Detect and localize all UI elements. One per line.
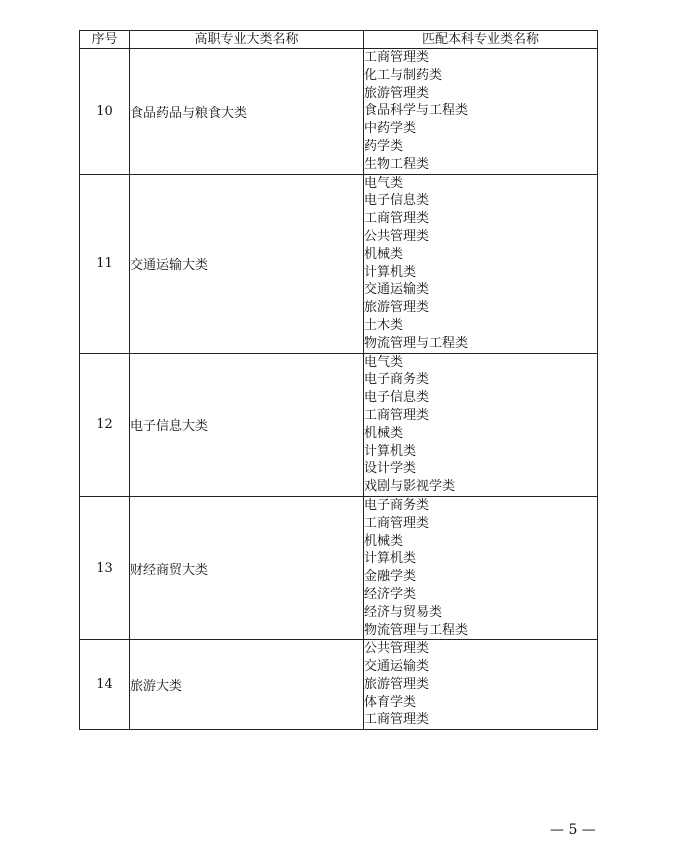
major-item: 电子商务类 xyxy=(364,497,430,513)
row-seq: 12 xyxy=(80,353,130,496)
major-item: 设计学类 xyxy=(364,461,417,477)
table-row xyxy=(80,640,598,730)
major-item: 物流管理与工程类 xyxy=(364,622,469,638)
row-seq: 10 xyxy=(80,49,130,175)
row-undergraduate-majors xyxy=(364,174,598,353)
row-seq: 11 xyxy=(80,174,130,353)
row-undergraduate-majors xyxy=(364,49,598,175)
major-item: 电气类 xyxy=(364,175,404,191)
major-item: 电气类 xyxy=(364,354,404,370)
major-item: 旅游管理类 xyxy=(364,300,430,316)
header-seq: 序号 xyxy=(80,31,130,49)
row-undergraduate-majors xyxy=(364,496,598,639)
row-vocational-category: 电子信息大类 xyxy=(130,353,364,496)
major-item: 工商管理类 xyxy=(364,712,430,728)
major-item: 电子商务类 xyxy=(364,372,430,388)
table-row xyxy=(80,49,598,175)
major-item: 机械类 xyxy=(364,246,404,262)
major-item: 工商管理类 xyxy=(364,50,430,65)
major-item: 中药学类 xyxy=(364,121,417,137)
major-item: 交通运输类 xyxy=(364,282,430,298)
major-item: 戏剧与影视学类 xyxy=(364,479,456,495)
major-item: 公共管理类 xyxy=(364,228,430,244)
major-item: 工商管理类 xyxy=(364,407,430,423)
table-row xyxy=(80,174,598,353)
major-item: 工商管理类 xyxy=(364,515,430,531)
row-seq: 14 xyxy=(80,640,130,730)
major-item: 经济学类 xyxy=(364,586,417,602)
major-item: 旅游管理类 xyxy=(364,676,430,692)
major-item: 计算机类 xyxy=(364,443,417,459)
major-item: 旅游管理类 xyxy=(364,85,430,101)
header-undergraduate-category: 匹配本科专业类名称 xyxy=(364,31,598,49)
major-item: 经济与贸易类 xyxy=(364,604,443,620)
major-item: 药学类 xyxy=(364,138,404,154)
table-row xyxy=(80,353,598,496)
major-item: 公共管理类 xyxy=(364,641,430,657)
major-item: 土木类 xyxy=(364,317,404,333)
major-item: 计算机类 xyxy=(364,551,417,567)
major-item: 物流管理与工程类 xyxy=(364,335,469,351)
major-item: 工商管理类 xyxy=(364,211,430,227)
major-item: 金融学类 xyxy=(364,569,417,585)
major-matching-table xyxy=(79,30,598,730)
row-seq: 13 xyxy=(80,496,130,639)
major-item: 电子信息类 xyxy=(364,193,430,209)
table-row xyxy=(80,496,598,639)
major-item: 机械类 xyxy=(364,533,404,549)
page-number: — 5 — xyxy=(550,822,596,838)
row-vocational-category: 旅游大类 xyxy=(130,640,364,730)
row-undergraduate-majors xyxy=(364,640,598,730)
row-undergraduate-majors xyxy=(364,353,598,496)
major-item: 电子信息类 xyxy=(364,390,430,406)
major-item: 食品科学与工程类 xyxy=(364,103,469,119)
table-header-row xyxy=(80,31,598,49)
major-item: 机械类 xyxy=(364,425,404,441)
major-item: 交通运输类 xyxy=(364,659,430,675)
header-vocational-category: 高职专业大类名称 xyxy=(130,31,364,49)
row-vocational-category: 财经商贸大类 xyxy=(130,496,364,639)
major-item: 化工与制药类 xyxy=(364,67,443,83)
major-item: 体育学类 xyxy=(364,694,417,710)
row-vocational-category: 交通运输大类 xyxy=(130,174,364,353)
major-item: 生物工程类 xyxy=(364,156,430,172)
major-item: 计算机类 xyxy=(364,264,417,280)
row-vocational-category: 食品药品与粮食大类 xyxy=(130,49,364,175)
